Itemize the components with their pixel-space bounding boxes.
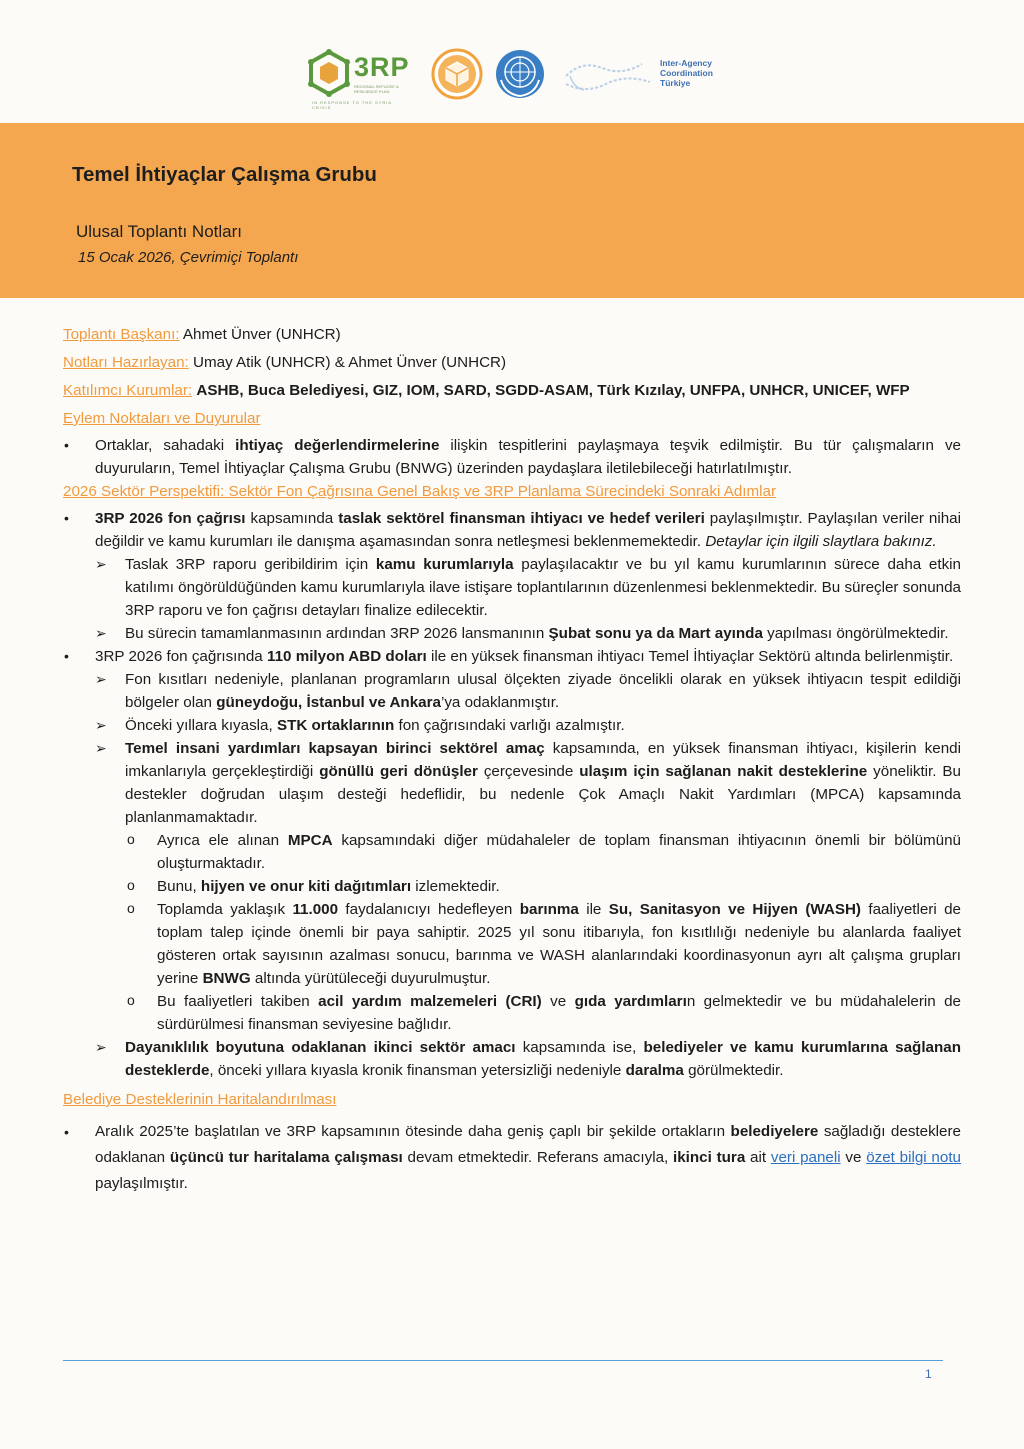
sub-list [95, 668, 961, 1082]
page-number: 1 [925, 1367, 932, 1381]
participants-value: ASHB, Buca Belediyesi, GIZ, IOM, SARD, SGDD-ASAM, Türk Kızılay, UNFPA, UNHCR, UNICEF, WFP [196, 382, 910, 399]
notes-label: Notları Hazırlayan: [63, 354, 189, 371]
notes-line [63, 351, 961, 374]
participants-label: Katılımcı Kurumlar: [63, 382, 193, 399]
list-item: ➢ Dayanıklılık boyutuna odaklanan ikinci sektör amacı kapsamında ise, belediyeler ve kamu kurumlarına sağlanan desteklerde, önceki yıllara kıyasla kronik finansman yetersizliği nedeniyle daralma görülmektedir. [95, 1036, 961, 1082]
summary-note-link[interactable]: özet bilgi notu [866, 1149, 961, 1166]
data-panel-link[interactable]: veri paneli [770, 1149, 841, 1166]
3rp-emblem-icon [304, 48, 354, 98]
3rp-tagline-row: IN RESPONSE TO THE SYRIA CRISIS [312, 100, 392, 110]
list-item: • 3RP 2026 fon çağrısında 110 milyon ABD doları ile en yüksek finansman ihtiyacı Temel İhtiyaçlar Sektörü altında belirlenmiştir. ➢ Fon kısıtları nedeniyle, planlanan programların ulusal ölçekten ziyade öncelikli olarak en yüksek ihtiyacın tespit edildiği bölgeler olan güneydoğu, İstanbul ve Ankara’ya odaklanmıştır. ➢ Önceki yıllara kıyasla, STK ortaklarının fon çağrısındaki varlığı azalmıştır. ➢ Temel insani yardımları kapsayan birinci sektörel amaç kapsamında, en yüksek finansman ihtiyacı, kişilerin kendi imkanlarıyla gerçekleştirdiği gönüllü geri dönüşler çerçevesinde ulaşım için sağlanan nakit desteklerine yöneliktir. Bu destekler doğrudan ulaşım desteği hedeflidir, bu nedenle Çok Amaçlı Nakit Yardımları (MPCA) kapsamında planlanmamaktadır. o Ayrıca ele alınan MPCA kapsamındaki diğer müdahaleler de toplam finansman ihtiyacının önemli bir bölümünü oluşturmaktadır. o Bunu, hijyen ve onur kiti dağıtımları izlemektedir. o Toplamda yaklaşık 11.000 faydalanıcıyı hedefleyen barınma ile Su, Sanitasyon ve Hijyen (WASH) faaliyetleri de toplam talep içinde önemli bir paya sahiptir. 2025 yıl sonu itibarıyla, fon kısıtlılığı nedeniyle bu alanlarda faaliyet gösteren ortak sayısının azalması sonucu, barınma ve WASH alanlarındaki koordinasyonun ayrı alt çalışma grupları yerine BNWG altında yürütüleceği duyurulmuştur. o Bu faaliyetleri takiben acil yardım malzemeleri (CRI) ve gıda yardımların gelmektedir ve bu müdahalelerin de sürdürülmesi finansman seviyesine bağlıdır. ➢ Dayanıklılık boyutuna odaklanan ikinci sektör amacı kapsamında ise, belediyeler ve kamu kurumlarına sağlanan desteklerde, önceki yıllara kıyasla kronik finansman yetersizliği nedeniyle daralma görülmektedir. [63, 645, 961, 1082]
list-item: • 3RP 2026 fon çağrısı kapsamında taslak sektörel finansman ihtiyacı ve hedef verileri paylaşılmıştır. Paylaşılan veriler nihai değildir ve kamu kurumları ile danışma aşamasından sonra netleşmesi beklenmemektedir. Detaylar için ilgili slaytlara bakınız. ➢ Taslak 3RP raporu geribildirim için kamu kurumlarıyla paylaşılacaktır ve bu yıl kamu kurumlarının sürece daha etkin katılımı öngörüldüğünden kamu kurumlarıyla ilave istişare toplantılarının düzenlenmesi beklenmektedir. Bu süreçler sonunda 3RP raporu ve fon çağrısı detayları finalize edilecektir. ➢ Bu sürecin tamamlanmasının ardından 3RP 2026 lansmanının Şubat sonu ya da Mart ayında yapılması öngörülmektedir. [63, 507, 961, 645]
list-item: o Toplamda yaklaşık 11.000 faydalanıcıyı hedefleyen barınma ile Su, Sanitasyon ve Hijyen (WASH) faaliyetleri de toplam talep içinde önemli bir paya sahiptir. 2025 yıl sonu itibarıyla, fon kısıtlılığı nedeniyle bu alanlarda faaliyet gösteren ortak sayısının azalması sonucu, barınma ve WASH alanlarındaki koordinasyonun ayrı alt çalışma grupları yerine BNWG altında yürütüleceği duyurulmuştur. [125, 898, 961, 990]
document-subtitle: Ulusal Toplantı Notları [76, 222, 242, 241]
document-title: Temel İhtiyaçlar Çalışma Grubu [72, 163, 377, 186]
list-item: ➢ Temel insani yardımları kapsayan birinci sektörel amaç kapsamında, en yüksek finansman ihtiyacı, kişilerin kendi imkanlarıyla gerçekleştirdiği gönüllü geri dönüşler çerçevesinde ulaşım için sağlanan nakit desteklerine yöneliktir. Bu destekler doğrudan ulaşım desteği hedeflidir, bu nedenle Çok Amaçlı Nakit Yardımları (MPCA) kapsamında planlanmamaktadır. o Ayrıca ele alınan MPCA kapsamındaki diğer müdahaleler de toplam finansman ihtiyacının önemli bir bölümünü oluşturmaktadır. o Bunu, hijyen ve onur kiti dağıtımları izlemektedir. o Toplamda yaklaşık 11.000 faydalanıcıyı hedefleyen barınma ile Su, Sanitasyon ve Hijyen (WASH) faaliyetleri de toplam talep içinde önemli bir paya sahiptir. 2025 yıl sonu itibarıyla, fon kısıtlılığı nedeniyle bu alanlarda faaliyet gösteren ortak sayısının azalması sonucu, barınma ve WASH alanlarındaki koordinasyonun ayrı alt çalışma grupları yerine BNWG altında yürütüleceği duyurulmuştur. o Bu faaliyetleri takiben acil yardım malzemeleri (CRI) ve gıda yardımların gelmektedir ve bu müdahalelerin de sürdürülmesi finansman seviyesine bağlıdır. [95, 737, 961, 1036]
chair-value: Ahmet Ünver (UNHCR) [182, 326, 341, 343]
action-points-list [63, 434, 961, 480]
inter-agency-wave-icon [562, 54, 658, 98]
section-sector-perspective: 2026 Sektör Perspektifi: Sektör Fon Çağrısına Genel Bakış ve 3RP Planlama Sürecindeki Sonraki Adımlar [63, 483, 777, 500]
header-banner [0, 123, 1024, 298]
section-action-points: Eylem Noktaları ve Duyurular [63, 410, 261, 427]
footer-divider [63, 1360, 943, 1361]
inter-agency-text: Inter-Agency Coordination Türkiye [660, 58, 713, 88]
3rp-tagline: REGIONAL REFUGEE & RESILIENCE PLAN [354, 84, 399, 94]
sector-perspective-list [63, 507, 961, 1082]
list-item: ➢ Taslak 3RP raporu geribildirim için kamu kurumlarıyla paylaşılacaktır ve bu yıl kamu kurumlarının sürece daha etkin katılımı öngörüldüğünden kamu kurumlarıyla ilave istişare toplantılarının düzenlenmesi beklenmektedir. Bu süreçler sonunda 3RP raporu ve fon çağrısı detayları finalize edilecektir. [95, 553, 961, 622]
section-municipal-mapping: Belediye Desteklerinin Haritalandırılması [63, 1091, 337, 1108]
notes-value: Umay Atik (UNHCR) & Ahmet Ünver (UNHCR) [193, 354, 507, 371]
list-item: o Bu faaliyetleri takiben acil yardım malzemeleri (CRI) ve gıda yardımların gelmektedir ve bu müdahalelerin de sürdürülmesi finansman seviyesine bağlıdır. [125, 990, 961, 1036]
meeting-date: 15 Ocak 2026, Çevrimiçi Toplantı [78, 249, 299, 266]
sub-list [95, 553, 961, 645]
list-item: ➢ Bu sürecin tamamlanmasının ardından 3RP 2026 lansmanının Şubat sonu ya da Mart ayında yapılması öngörülmektedir. [95, 622, 961, 645]
list-item: ➢ Fon kısıtları nedeniyle, planlanan programların ulusal ölçekten ziyade öncelikli olarak en yüksek ihtiyacın tespit edildiği bölgeler olan güneydoğu, İstanbul ve Ankara’ya odaklanmıştır. [95, 668, 961, 714]
un-emblem-icon [491, 48, 549, 100]
3rp-wordmark: 3RP [354, 52, 410, 82]
participants-line [63, 379, 961, 402]
list-item: • Aralık 2025’te başlatılan ve 3RP kapsamının ötesinde daha geniş çaplı bir şekilde ortakların belediyelere sağladığı desteklere odaklanan üçüncü tur haritalama çalışması devam etmektedir. Referans amacıyla, ikinci tura ait veri paneli ve özet bilgi notu paylaşılmıştır. [63, 1119, 961, 1197]
logo-bar [300, 44, 740, 110]
basic-needs-box-icon [431, 48, 483, 100]
chair-line [63, 323, 961, 346]
sub-sub-list [125, 829, 961, 1036]
list-item: ➢ Önceki yıllara kıyasla, STK ortaklarının fon çağrısındaki varlığı azalmıştır. [95, 714, 961, 737]
chair-label: Toplantı Başkanı: [63, 326, 180, 343]
inter-agency-logo [562, 54, 722, 98]
3rp-logo [304, 46, 414, 110]
document-body [63, 323, 961, 1197]
list-item: • Ortaklar, sahadaki ihtiyaç değerlendirmelerine ilişkin tespitlerini paylaşmaya teşvik edilmiştir. Bu tür çalışmaların ve duyuruların, Temel İhtiyaçlar Çalışma Grubu (BNWG) üzerinden paydaşlara iletilebileceği hatırlatılmıştır. [63, 434, 961, 480]
list-item: o Bunu, hijyen ve onur kiti dağıtımları izlemektedir. [125, 875, 961, 898]
list-item: o Ayrıca ele alınan MPCA kapsamındaki diğer müdahaleler de toplam finansman ihtiyacının önemli bir bölümünü oluşturmaktadır. [125, 829, 961, 875]
municipal-mapping-list [63, 1119, 961, 1197]
